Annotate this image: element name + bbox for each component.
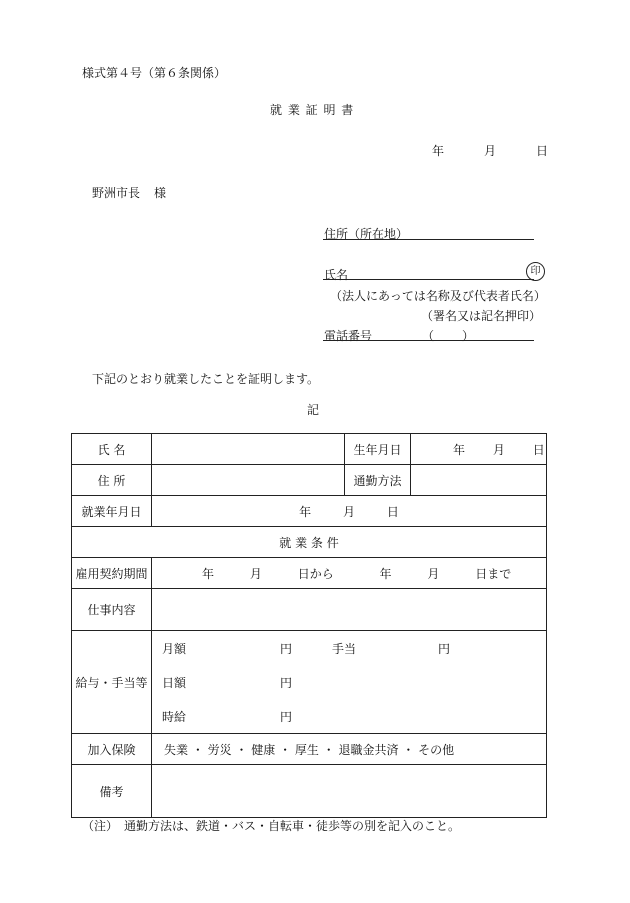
- contract-month-end: 月: [427, 566, 440, 581]
- contract-month-start: 月: [249, 566, 262, 581]
- table-row-employ-date: [72, 496, 547, 527]
- name-underline: [323, 279, 534, 280]
- table-row-conditions: [72, 527, 547, 558]
- commute-header: 通勤方法: [345, 465, 411, 496]
- allowance-yen: 円: [438, 641, 451, 656]
- table-row-name: [72, 434, 547, 465]
- corporation-note: （法人にあっては名称及び代表者氏名）: [330, 289, 546, 303]
- table-row-contract: [72, 558, 547, 589]
- page-title: 就 業 証 明 書: [270, 103, 355, 117]
- daily-label: 日額: [162, 675, 187, 690]
- contract-year-start: 年: [202, 566, 215, 581]
- pay-header: 給与・手当等: [72, 631, 152, 734]
- addressee-name: 野洲市長: [92, 186, 141, 200]
- address-label: 住所（所在地）: [324, 227, 409, 241]
- address-underline: [323, 239, 534, 240]
- allowance-label: 手当: [332, 641, 357, 656]
- phone-underline: [323, 340, 534, 341]
- birth-header: 生年月日: [345, 434, 411, 465]
- conditions-header: 就 業 条 件: [72, 527, 547, 558]
- pay-value[interactable]: [152, 631, 547, 734]
- name-label: 氏名: [324, 268, 349, 282]
- pay-monthly-row: [162, 631, 536, 665]
- daily-yen: 円: [280, 675, 293, 690]
- employ-date-value[interactable]: [152, 496, 547, 527]
- address-value[interactable]: [152, 465, 345, 496]
- name-header: 氏 名: [72, 434, 152, 465]
- date-day: 日: [536, 144, 549, 158]
- footnote: （注） 通勤方法は、鉄道・バス・自転車・徒歩等の別を記入のこと。: [82, 819, 461, 833]
- birth-day: 日: [532, 442, 545, 457]
- employ-date-header: 就業年月日: [72, 496, 152, 527]
- monthly-yen: 円: [280, 641, 293, 656]
- employ-year: 年: [299, 504, 312, 519]
- pay-daily-row: [162, 665, 536, 699]
- signature-note: （署名又は記名押印）: [421, 309, 542, 323]
- birth-year: 年: [453, 442, 466, 457]
- job-value[interactable]: [152, 589, 547, 631]
- insurance-header: 加入保険: [72, 734, 152, 765]
- contract-value[interactable]: [152, 558, 547, 589]
- table-row-remarks: [72, 765, 547, 818]
- ki-mark: 記: [307, 403, 320, 417]
- table-row-job: [72, 589, 547, 631]
- contract-year-end: 年: [379, 566, 392, 581]
- date-year: 年: [432, 144, 445, 158]
- hourly-label: 時給: [162, 709, 187, 724]
- monthly-label: 月額: [162, 641, 187, 656]
- statement: 下記のとおり就業したことを証明します。: [92, 372, 320, 386]
- date-month: 月: [484, 144, 497, 158]
- pay-hourly-row: [162, 699, 536, 733]
- employ-day: 日: [386, 504, 399, 519]
- phone-paren-open: （: [422, 329, 435, 343]
- certificate-table: [71, 433, 547, 818]
- contract-day-start: 日から: [297, 566, 334, 581]
- table-row-pay: [72, 631, 547, 734]
- employ-month: 月: [342, 504, 355, 519]
- table-row-insurance: [72, 734, 547, 765]
- phone-paren-close: ）: [462, 329, 475, 343]
- birth-value[interactable]: [411, 434, 547, 465]
- seal-mark: 印: [526, 262, 545, 281]
- remarks-header: 備考: [72, 765, 152, 818]
- form-number: 様式第４号（第６条関係）: [82, 66, 227, 80]
- insurance-value[interactable]: 失業 ・ 労災 ・ 健康 ・ 厚生 ・ 退職金共済 ・ その他: [152, 734, 547, 765]
- hourly-yen: 円: [280, 709, 293, 724]
- remarks-value[interactable]: [152, 765, 547, 818]
- addressee-honorific: 様: [154, 186, 167, 200]
- birth-month: 月: [492, 442, 505, 457]
- job-header: 仕事内容: [72, 589, 152, 631]
- contract-header: 雇用契約期間: [72, 558, 152, 589]
- address-header: 住 所: [72, 465, 152, 496]
- commute-value[interactable]: [411, 465, 547, 496]
- contract-day-end: 日まで: [475, 566, 512, 581]
- phone-label: 電話番号: [324, 329, 373, 343]
- name-value[interactable]: [152, 434, 345, 465]
- table-row-address: [72, 465, 547, 496]
